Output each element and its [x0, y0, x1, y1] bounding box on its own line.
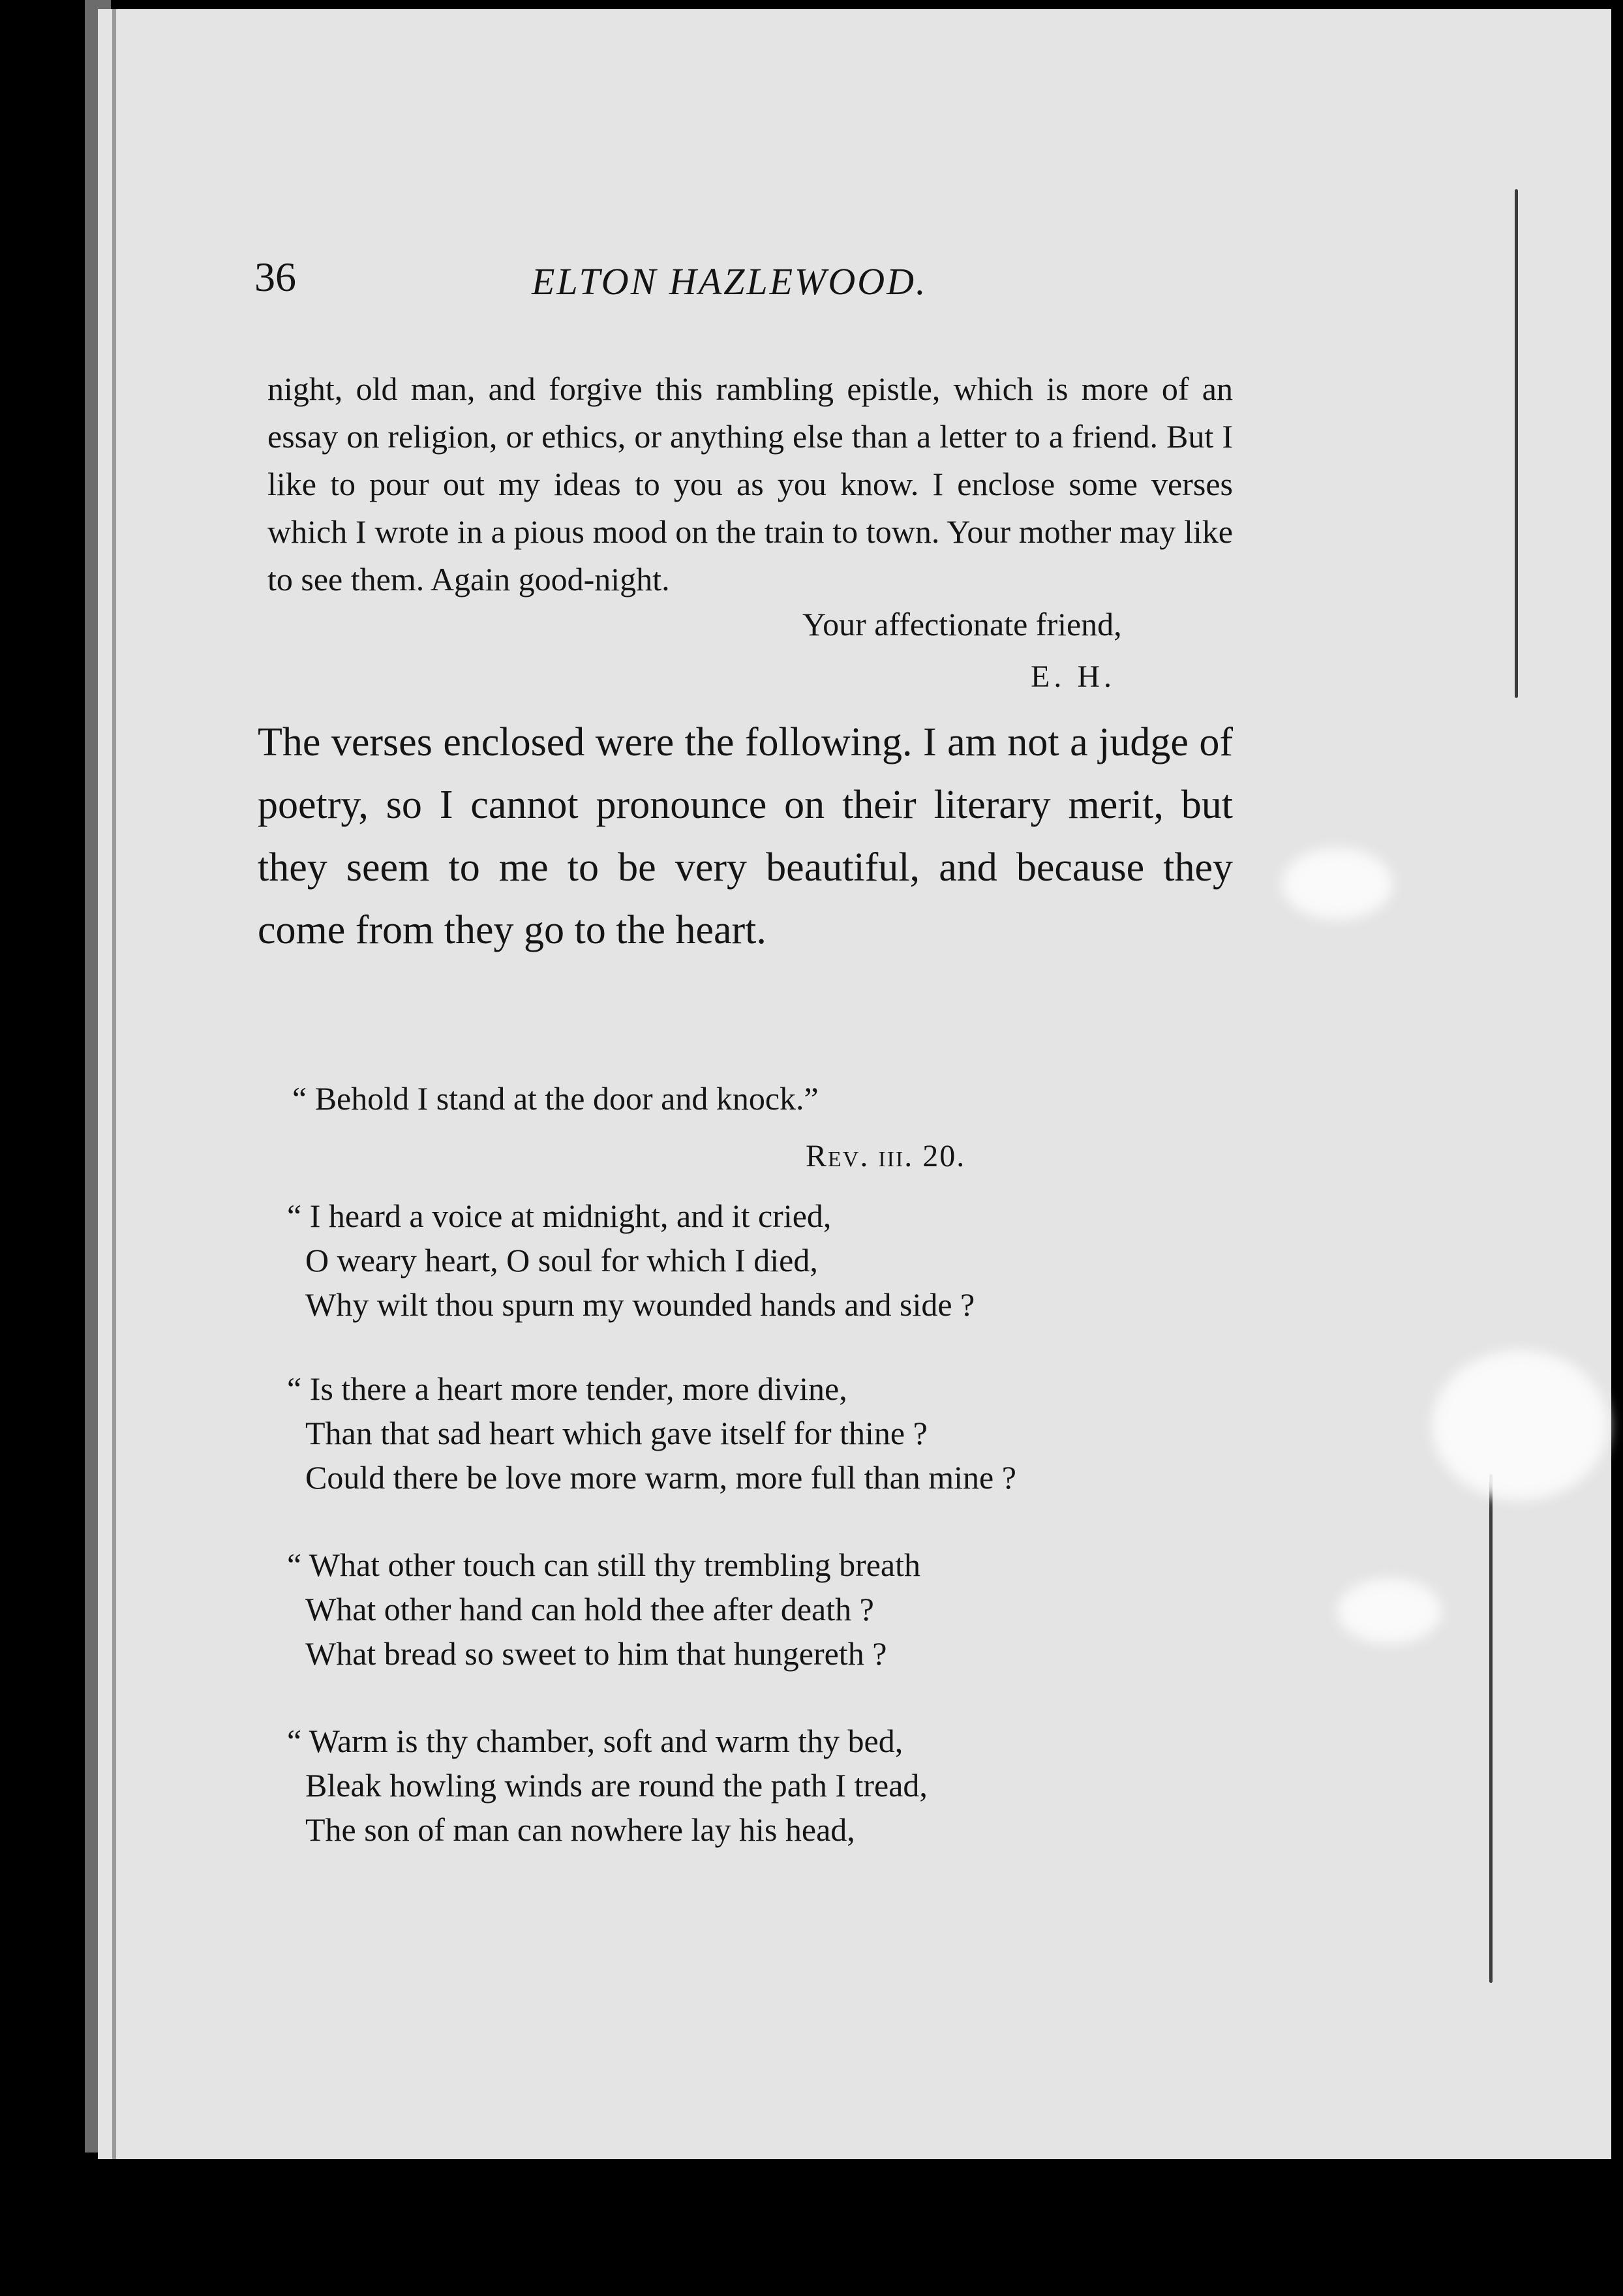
letter-closing: Your affectionate friend,: [802, 606, 1122, 642]
poem-stanza: [287, 1367, 1252, 1500]
paper-stain: [1337, 1578, 1442, 1644]
poem-line: What other hand can hold thee after death ?: [305, 1591, 874, 1627]
page-inner-edge: [112, 9, 116, 2159]
letter-body: night, old man, and forgive this rambling epistle, which is more of an essay on religion, or ethics, or anything else than a letter to a friend. But I like to pour out my ideas to you as you know. I enclose some verses which I wrote in a pious mood on the train to town. Your mother may like to see them. Again good-night.: [267, 370, 1233, 597]
poem-line: “ I heard a voice at midnight, and it cried,: [287, 1198, 832, 1234]
epigraph-reference: Rev. iii. 20.: [806, 1139, 966, 1173]
poem-stanza: [287, 1194, 1252, 1327]
poem-line: “ Is there a heart more tender, more divine,: [287, 1370, 847, 1407]
poem-line: “ Warm is thy chamber, soft and warm thy bed,: [287, 1723, 903, 1759]
poem-stanza: [287, 1543, 1252, 1676]
running-title: ELTON HAZLEWOOD.: [532, 260, 928, 303]
poem-line: Than that sad heart which gave itself for thine ?: [305, 1415, 928, 1451]
poem-stanza: [287, 1719, 1252, 1852]
narrative-paragraph: The verses enclosed were the following. I am not a judge of poetry, so I cannot pronounce on their literary merit, but they seem to me to be very beautiful, and because they come from they go to the heart.: [258, 720, 1233, 952]
letter-signature: E. H.: [1031, 659, 1115, 694]
page-crease-lower: [1489, 1474, 1493, 1983]
poem-epigraph: “ Behold I stand at the door and knock.”: [292, 1080, 819, 1117]
paper-stain: [1282, 848, 1393, 920]
paper-stain: [1432, 1350, 1608, 1500]
page-crease-upper: [1515, 189, 1518, 698]
poem-line: O weary heart, O soul for which I died,: [305, 1242, 818, 1278]
poem-line: Could there be love more warm, more full than mine ?: [305, 1459, 1016, 1496]
page-number: 36: [254, 254, 296, 300]
poem-line: “ What other touch can still thy trembling breath: [287, 1547, 921, 1583]
page-header: [254, 248, 1246, 320]
poem-line: Bleak howling winds are round the path I tread,: [305, 1767, 928, 1804]
poem-line: What bread so sweet to him that hungereth ?: [305, 1635, 887, 1672]
poem-line: Why wilt thou spurn my wounded hands and side ?: [305, 1286, 975, 1323]
poem-line: The son of man can nowhere lay his head,: [305, 1811, 855, 1848]
